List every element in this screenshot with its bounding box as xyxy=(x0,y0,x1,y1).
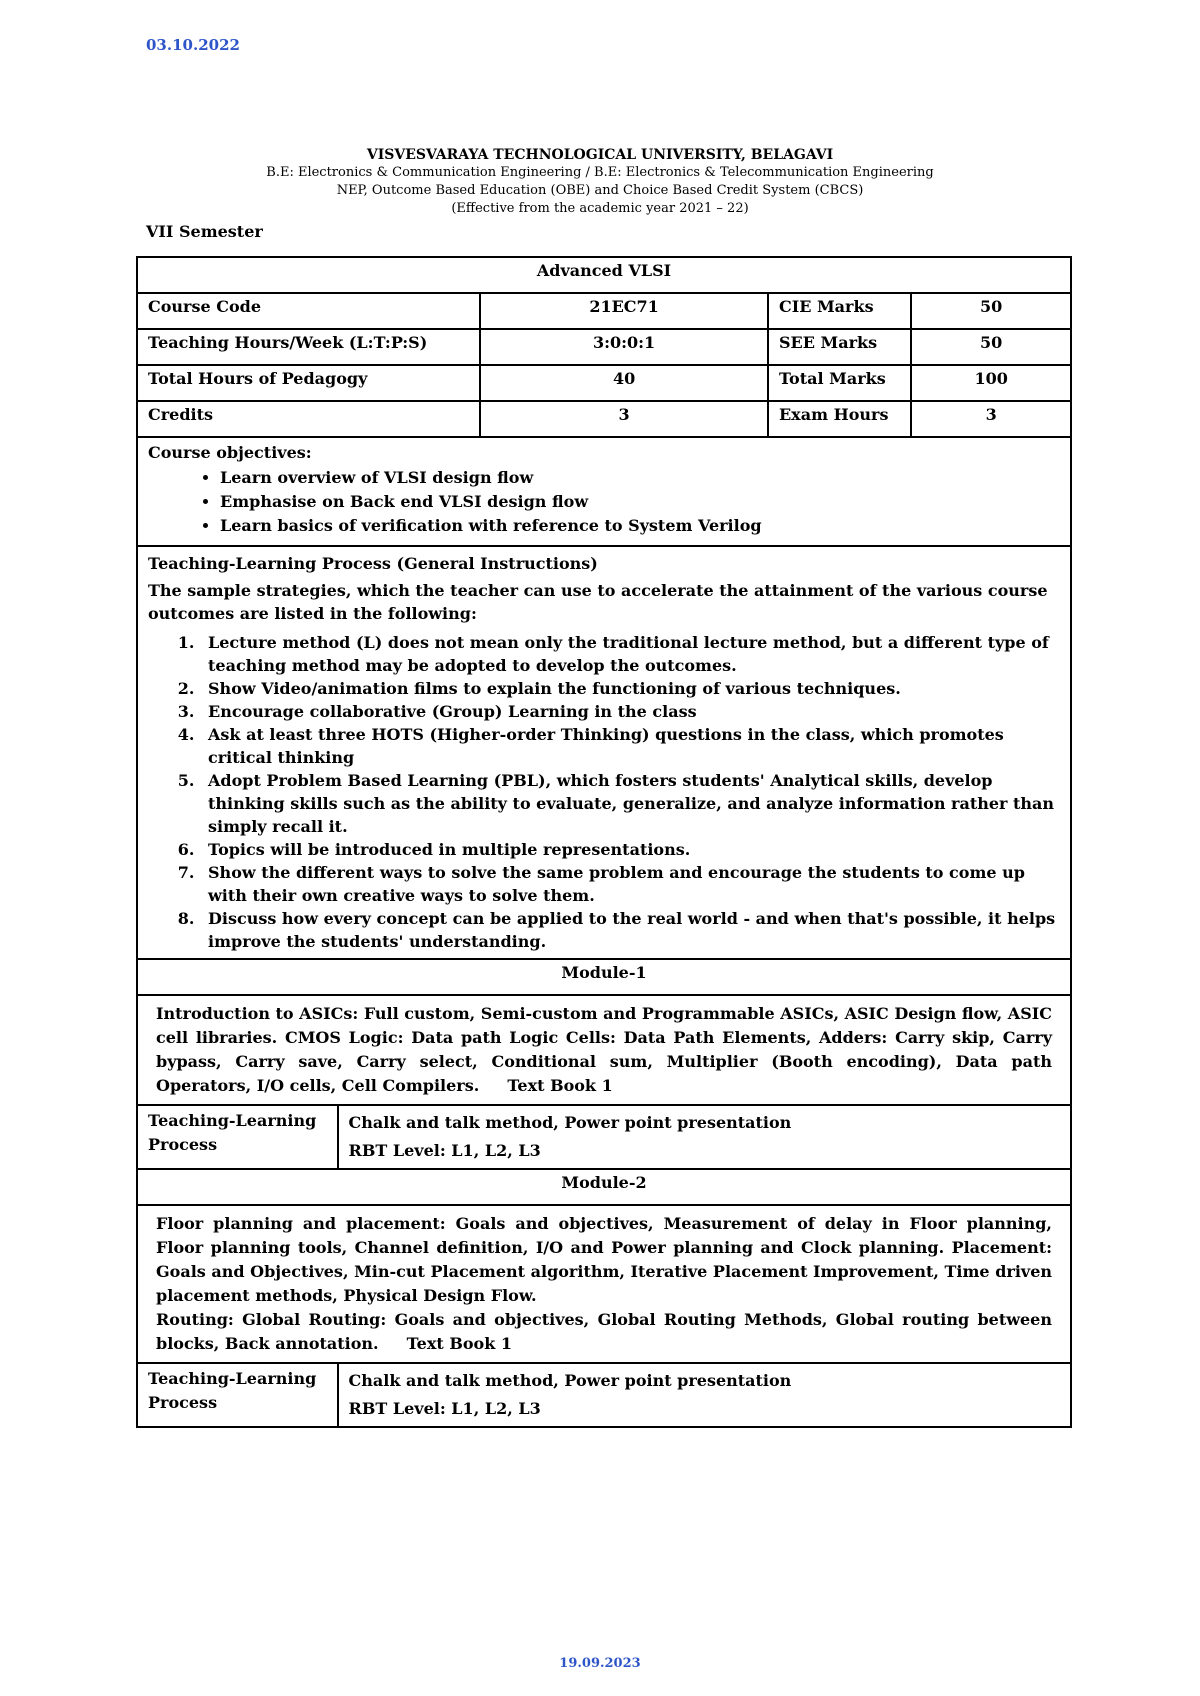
module-1-content xyxy=(137,995,1071,1105)
course-info-label-2: CIE Marks xyxy=(768,293,911,329)
module-2-routing-text: Routing: Global Routing: Goals and objectives, Global Routing Methods, Global routing between blocks, Back annotation. xyxy=(156,1310,1052,1353)
module-2-tlp-label: Teaching-Learning Process xyxy=(137,1363,338,1427)
course-info-label: Credits xyxy=(137,401,480,437)
teaching-learning-intro: The sample strategies, which the teacher can use to accelerate the attainment of the various course outcomes are listed in the following: xyxy=(148,581,1048,623)
module-1-tlp-method: Chalk and talk method, Power point presentation xyxy=(348,1113,792,1132)
course-info-label: Total Hours of Pedagogy xyxy=(137,365,480,401)
course-info-row xyxy=(137,329,1071,365)
programme-name: B.E: Electronics & Communication Engineering / B.E: Electronics & Telecommunication Engineering xyxy=(266,165,934,180)
syllabus-table xyxy=(136,256,1072,1428)
teaching-step: 3. Encourage collaborative (Group) Learning in the class xyxy=(200,700,1060,723)
footer-date: 19.09.2023 xyxy=(559,1656,641,1671)
teaching-step: 2. Show Video/animation films to explain the functioning of various techniques. xyxy=(200,677,1060,700)
teaching-learning-cell xyxy=(137,546,1071,959)
module-2-tlp-method: Chalk and talk method, Power point presentation xyxy=(348,1371,792,1390)
module-1-text: Introduction to ASICs: Full custom, Semi-custom and Programmable ASICs, ASIC Design flow, ASIC cell libraries. CMOS Logic: Data path Logic Cells: Data Path Elements, Adders: Carry skip, Carry bypass, Carry save, Carry select, Conditional sum, Multiplier (Booth encoding), Data path Operators, I/O cells, Cell Compilers. xyxy=(156,1004,1052,1095)
teaching-step: 1. Lecture method (L) does not mean only the traditional lecture method, but a different type of teaching method may be adopted to develop the outcomes. xyxy=(200,631,1060,677)
module-1-title: Module-1 xyxy=(137,959,1071,995)
objective-item: • Learn basics of verification with reference to System Verilog xyxy=(220,514,1060,538)
course-info-label: Teaching Hours/Week (L:T:P:S) xyxy=(137,329,480,365)
course-info-row xyxy=(137,365,1071,401)
course-info-label-2: SEE Marks xyxy=(768,329,911,365)
teaching-learning-list xyxy=(148,631,1060,953)
teaching-step: 4. Ask at least three HOTS (Higher-order Thinking) questions in the class, which promotes critical thinking xyxy=(200,723,1060,769)
module-1-tlp-cell xyxy=(338,1105,1071,1169)
objective-item: • Emphasise on Back end VLSI design flow xyxy=(220,490,1060,514)
objective-item: • Learn overview of VLSI design flow xyxy=(220,466,1060,490)
course-info-value-2: 100 xyxy=(911,365,1071,401)
course-info-value-2: 3 xyxy=(911,401,1071,437)
course-info-value-2: 50 xyxy=(911,329,1071,365)
module-2-content xyxy=(137,1205,1071,1363)
course-info-label: Course Code xyxy=(137,293,480,329)
module-2-text: Floor planning and placement: Goals and objectives, Measurement of delay in Floor planning, Floor planning tools, Channel definition, I/O and Power planning and Clock planning. Placement: Goals and Objectives, Min-cut Placement algorithm, Iterative Placement Improvement, Time driven placement methods, Physical Design Flow. xyxy=(156,1214,1052,1305)
teaching-learning-title: Teaching-Learning Process (General Instructions) xyxy=(148,554,598,573)
course-info-value: 21EC71 xyxy=(480,293,768,329)
university-name: VISVESVARAYA TECHNOLOGICAL UNIVERSITY, BELAGAVI xyxy=(366,147,834,163)
course-info-value: 3 xyxy=(480,401,768,437)
module-2-reference: Text Book 1 xyxy=(406,1334,513,1353)
semester-label: VII Semester xyxy=(146,222,263,241)
course-objectives-title: Course objectives: xyxy=(148,443,312,462)
course-info-label-2: Exam Hours xyxy=(768,401,911,437)
course-info-value: 40 xyxy=(480,365,768,401)
course-info-row xyxy=(137,293,1071,329)
teaching-step: 7. Show the different ways to solve the same problem and encourage the students to come up with their own creative ways to solve them. xyxy=(200,861,1060,907)
module-2-rbt-level: RBT Level: L1, L2, L3 xyxy=(348,1399,541,1418)
teaching-step: 5. Adopt Problem Based Learning (PBL), which fosters students' Analytical skills, develop thinking skills such as the ability to evaluate, generalize, and analyze information rather than simply recall it. xyxy=(200,769,1060,838)
module-2-title: Module-2 xyxy=(137,1169,1071,1205)
course-info-label-2: Total Marks xyxy=(768,365,911,401)
course-title: Advanced VLSI xyxy=(137,257,1071,293)
module-2-tlp-cell xyxy=(338,1363,1071,1427)
course-objectives-list xyxy=(148,466,1060,538)
module-1-tlp-label: Teaching-Learning Process xyxy=(137,1105,338,1169)
module-1-reference: Text Book 1 xyxy=(507,1076,613,1095)
teaching-step: 6. Topics will be introduced in multiple representations. xyxy=(200,838,1060,861)
scheme-name: NEP, Outcome Based Education (OBE) and Choice Based Credit System (CBCS) xyxy=(336,183,864,198)
teaching-step: 8. Discuss how every concept can be applied to the real world - and when that's possible, it helps improve the students' understanding. xyxy=(200,907,1060,953)
header-date: 03.10.2022 xyxy=(146,36,240,54)
course-info-value-2: 50 xyxy=(911,293,1071,329)
course-objectives-cell xyxy=(137,437,1071,546)
course-info-value: 3:0:0:1 xyxy=(480,329,768,365)
document-header xyxy=(0,146,1200,218)
course-info-row xyxy=(137,401,1071,437)
effective-year: (Effective from the academic year 2021 – 22) xyxy=(451,201,749,216)
module-1-rbt-level: RBT Level: L1, L2, L3 xyxy=(348,1141,541,1160)
